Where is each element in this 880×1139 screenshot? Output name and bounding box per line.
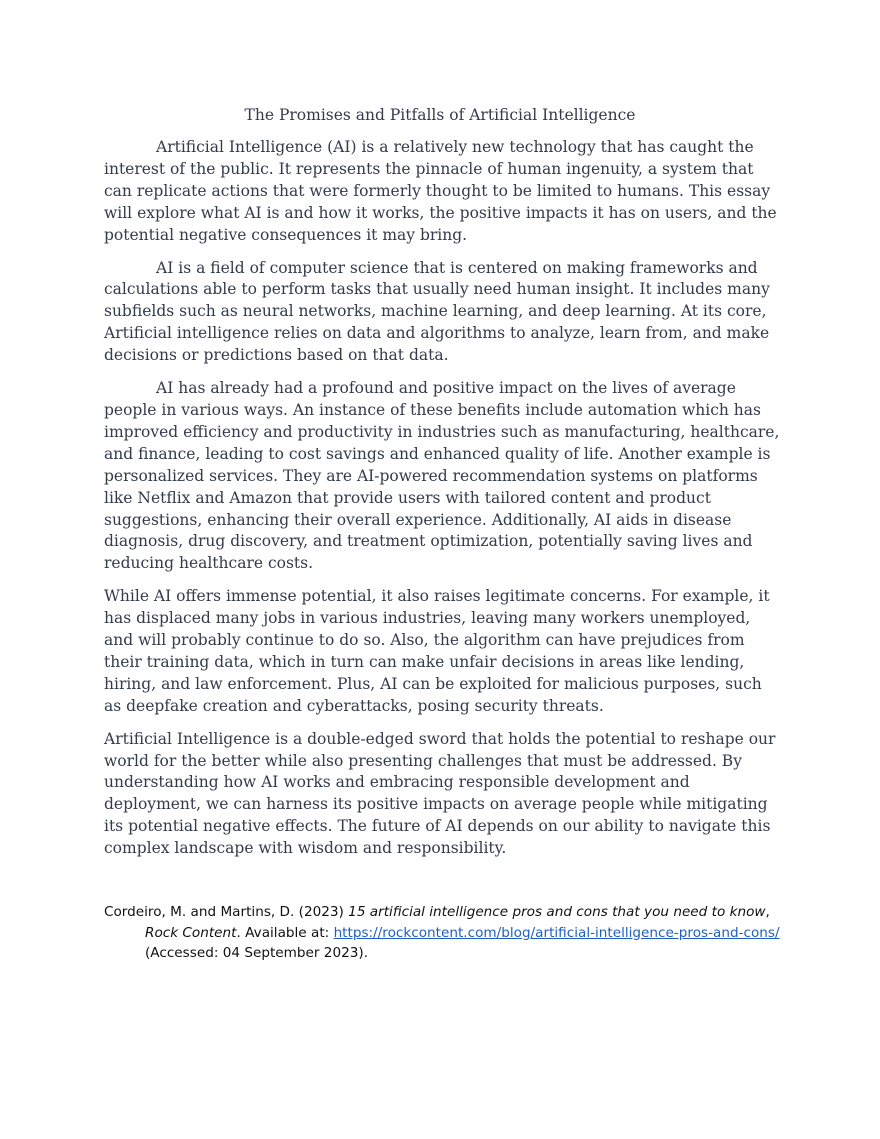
paragraph-positive-impacts: AI has already had a profound and positive impact on the lives of average people in various ways. An instance of these benefits include automation which has improved efficiency and productivity in industries such as manufacturing, healthcare, and finance, leading to cost savings and enhanced quality of life. Another example is personalized services. They are AI-powered recommendation systems on platforms like Netflix and Amazon that provide users with tailored content and product suggestions, enhancing their overall experience. Additionally, AI aids in disease diagnosis, drug discovery, and treatment optimization, potentially saving lives and reducing healthcare costs. — [104, 379, 780, 573]
essay-title: The Promises and Pitfalls of Artificial Intelligence — [244, 106, 636, 124]
reference-url-link[interactable]: https://rockcontent.com/blog/artificial-intelligence-pros-and-cons/ — [333, 924, 780, 941]
reference-accessed: (Accessed: 04 September 2023). — [145, 945, 369, 961]
reference-available-at: . Available at: — [236, 924, 334, 941]
reference-entry — [104, 902, 780, 964]
paragraph-concerns: While AI offers immense potential, it also raises legitimate concerns. For example, it has displaced many jobs in various industries, leaving many workers unemployed, and will probably continue to do so. Also, the algorithm can have prejudices from their training data, which in turn can make unfair decisions in areas like lending, hiring, and law enforcement. Plus, AI can be exploited for malicious purposes, such as deepfake creation and cyberattacks, posing security threats. — [104, 587, 770, 715]
reference-publisher: Rock Content — [145, 924, 237, 941]
essay-body — [104, 137, 780, 871]
reference-article-title: 15 artificial intelligence pros and cons that you need to know — [348, 904, 766, 920]
paragraph-conclusion: Artificial Intelligence is a double-edged sword that holds the potential to reshape our world for the better while also presenting challenges that must be addressed. By understanding how AI works and embracing responsible development and deployment, we can harness its positive impacts on average people while mitigating its potential negative effects. The future of AI depends on our ability to navigate this complex landscape with wisdom and responsibility. — [104, 729, 776, 858]
reference-separator: , — [765, 904, 770, 920]
reference-authors-year: Cordeiro, M. and Martins, D. (2023) — [104, 904, 349, 920]
paragraph-what-is-ai: AI is a field of computer science that is centered on making frameworks and calculations able to perform tasks that usually need human insight. It includes many subfields such as neural networks, machine learning, and deep learning. At its core, Artificial intelligence relies on data and algorithms to analyze, learn from, and make decisions or predictions based on that data. — [104, 258, 770, 365]
paragraph-introduction: Artificial Intelligence (AI) is a relatively new technology that has caught the interest of the public. It represents the pinnacle of human ingenuity, a system that can replicate actions that were formerly thought to be limited to humans. This essay will explore what AI is and how it works, the positive impacts it has on users, and the potential negative consequences it may bring. — [104, 138, 777, 244]
